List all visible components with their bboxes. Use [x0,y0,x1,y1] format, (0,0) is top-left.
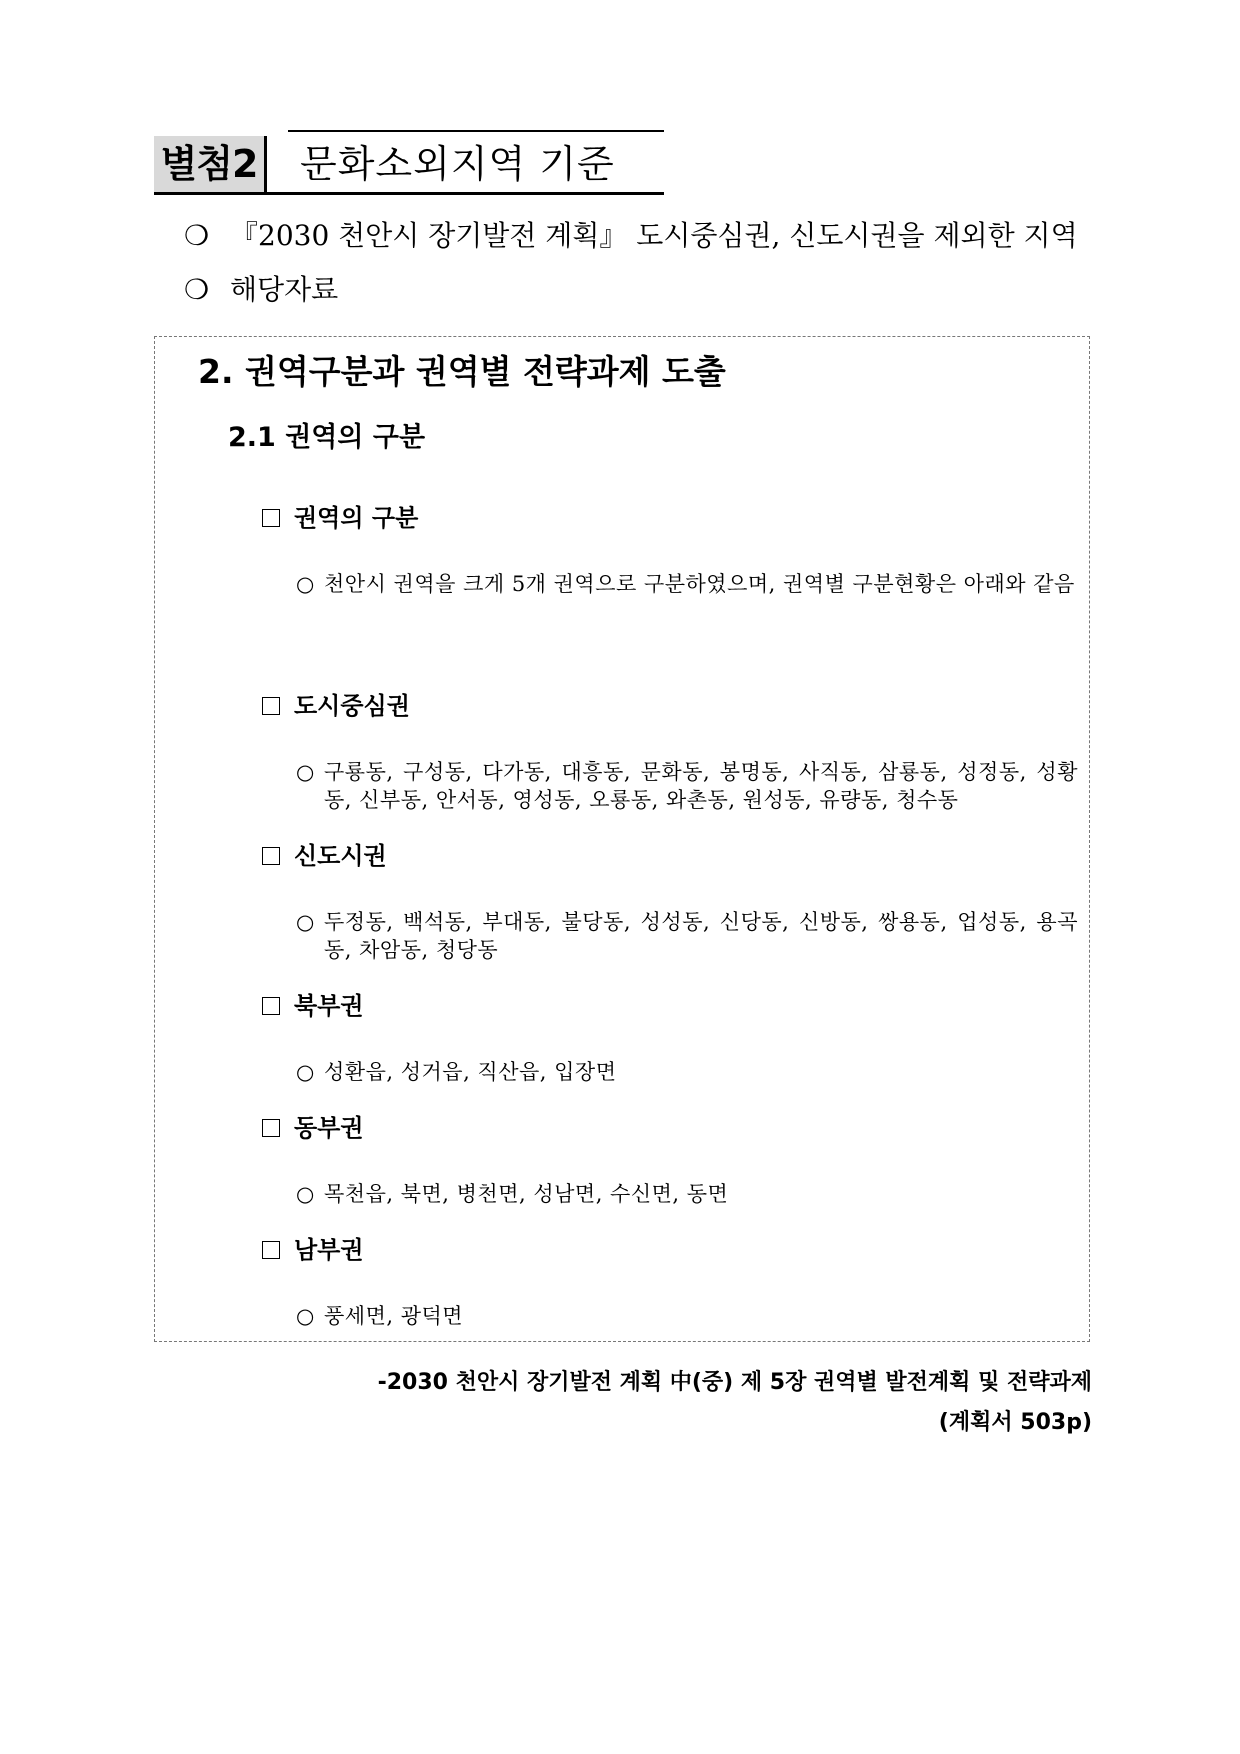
reference-bullet [184,272,338,308]
small-circle-bullet-icon: ○ [296,910,315,934]
small-circle-bullet-icon: ○ [296,572,315,596]
small-circle-bullet-icon: ○ [296,1182,315,1206]
section-heading [262,840,387,872]
checkbox-square-icon [262,697,280,715]
list-item [296,908,1078,964]
section-title: 도시중심권 [294,692,410,720]
list-item [296,1180,1078,1208]
page-title: 문화소외지역 기준 [300,142,615,186]
reference-text: 해당자료 [230,273,339,306]
section-heading [262,502,418,534]
excerpt-heading: 2. 권역구분과 권역별 전략과제 도출 [198,352,726,391]
list-item [296,1058,1078,1086]
section-title: 북부권 [294,992,364,1020]
attachment-tag: 별첨2 [154,136,267,192]
small-circle-bullet-icon: ○ [296,1304,315,1328]
source-page: (계획서 503p) [938,1410,1092,1435]
attachment-header [154,130,664,194]
small-circle-bullet-icon: ○ [296,1060,315,1084]
checkbox-square-icon [262,509,280,527]
small-circle-bullet-icon: ○ [296,760,315,784]
list-item-text: 두정동, 백석동, 부대동, 불당동, 성성동, 신당동, 신방동, 쌍용동, 업성동, 용곡동, 차암동, 청당동 [324,910,1078,962]
list-item-text: 성환읍, 성거읍, 직산읍, 입장면 [324,1060,617,1084]
circle-bullet-icon: ❍ [184,273,210,306]
header-rule-top [288,130,664,132]
excerpt-subheading: 2.1 권역의 구분 [228,422,426,453]
checkbox-square-icon [262,997,280,1015]
section-heading [262,690,410,722]
list-item-text: 구룡동, 구성동, 다가동, 대흥동, 문화동, 봉명동, 사직동, 삼룡동, 성정동, 성황동, 신부동, 안서동, 영성동, 오룡동, 와촌동, 원성동, 유량동, 청수동 [324,760,1078,812]
section-title: 신도시권 [294,842,387,870]
list-item [296,570,1078,598]
checkbox-square-icon [262,847,280,865]
header-rule-bottom [154,192,664,195]
checkbox-square-icon [262,1119,280,1137]
circle-bullet-icon: ❍ [184,219,210,252]
list-item [296,758,1078,814]
section-title: 남부권 [294,1236,364,1264]
criteria-bullet [184,218,1078,254]
criteria-text: 『2030 천안시 장기발전 계획』 도시중심권, 신도시권을 제외한 지역 [230,219,1078,252]
list-item-text: 풍세면, 광덕면 [324,1304,464,1328]
list-item-text: 목천읍, 북면, 병천면, 성남면, 수신면, 동면 [324,1182,729,1206]
list-item-text: 천안시 권역을 크게 5개 권역으로 구분하였으며, 권역별 구분현황은 아래와 같음 [324,572,1075,596]
section-heading [262,1112,364,1144]
section-heading [262,990,364,1022]
section-title: 동부권 [294,1114,364,1142]
source-citation: -2030 천안시 장기발전 계획 中(중) 제 5장 권역별 발전계획 및 전략과제 [377,1370,1092,1395]
checkbox-square-icon [262,1241,280,1259]
list-item [296,1302,1078,1330]
section-heading [262,1234,364,1266]
section-title: 권역의 구분 [294,504,419,532]
